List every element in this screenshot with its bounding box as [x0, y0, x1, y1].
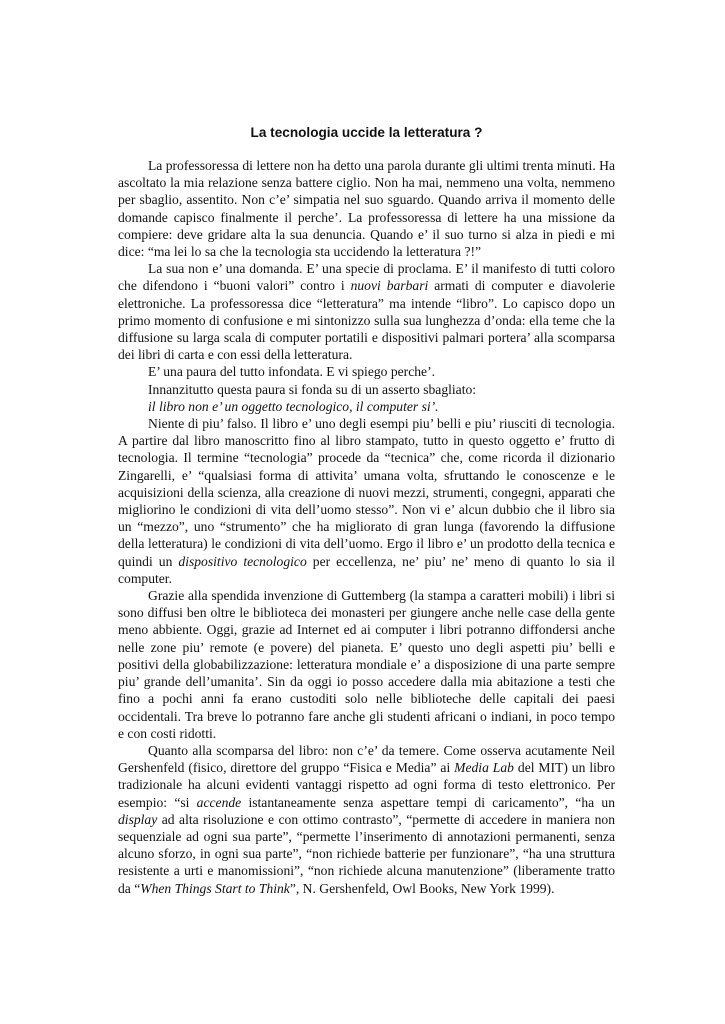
paragraph-5 [118, 398, 615, 415]
paragraph-8-text-c: istantaneamente senza aspettare tempi di caricamento”, “ha un [241, 794, 616, 810]
paragraph-3: E’ una paura del tutto infondata. E vi spiego perche’. [148, 364, 436, 380]
paragraph-8-book-title: When Things Start to Think [140, 880, 290, 896]
document-page [118, 124, 615, 897]
paragraph-6-emphasis: dispositivo tecnologico [178, 553, 307, 569]
paragraph-6-text-a: Niente di piu’ falso. Il libro e’ uno degli esempi piu’ belli e piu’ riusciti di tecnologia. A partire dal libro manoscritto fino al libro stampato, tutto in questo oggetto e’ frutto di tecnologia. Il termine “tecnologia” procede da “tecnica” che, come ricorda il dizionario Zingarelli, e’ “qualsiasi forma di attivita’ umana volta, sfruttando le conoscenze e le acquisizioni della scienza, alla creazione di nuovi mezzi, strumenti, congegni, apparati che migliorino le condizioni di vita dell’uomo stesso”. Non vi e’ alcun dubbio che il libro sia un “mezzo”, uno “strumento” che ha migliorato di gran lunga (favorendo la diffusione della letteratura) le condizioni di vita dell’uomo. Ergo il libro e’ un prodotto della tecnica e quindi un [118, 416, 615, 569]
paragraph-8-text-a: Quanto alla scomparsa del libro: non c’e’ da temere. Come osserva acutamente Neil Gershenfeld (fisico, direttore del gruppo “Fisica e Media” ai [118, 742, 615, 776]
paragraph-2-text-a: La sua non e’ una domanda. E’ una specie di proclama. E’ il manifesto di tutti coloro che difendono i “buoni valori” contro i [118, 261, 615, 294]
paragraph-4: Innanzitutto questa paura si fonda su di un asserto sbagliato: [148, 381, 477, 397]
paragraph-8-text-d: ad alta risoluzione e con ottimo contrasto”, “permette di accedere in maniera non sequenziale ad ogni sua parte”, “permette l’inserimento di annotazioni permanenti, senza alcuno sforzo, in ogni sua parte”, “non richiede batterie per funzionare”, “ha una struttura resistente a urti e manomissioni”, “non richiede alcuna manutenzione” (liberamente tratto da “ [118, 811, 615, 896]
paragraph-8-emphasis-display: display [118, 811, 158, 827]
paragraph-1: La professoressa di lettere non ha detto una parola durante gli ultimi trenta minuti. Ha ascoltato la mia relazione senza battere ciglio. Non ha mai, nemmeno una volta, nemmeno per sbaglio, assentito. Non c’e’ simpatia nel suo sguardo. Quando arriva il momento delle domande capisco finalmente il perche’. La professoressa di lettere ha una missione da compiere: deve gridare alta la sua denuncia. Quando e’ il suo turno si alza in piedi e mi dice: “ma lei lo sa che la tecnologia sta uccidendo la letteratura ?!” [118, 158, 615, 260]
paragraph-8-emphasis-media-lab: Media Lab [454, 760, 514, 776]
paragraph-5-emphasis: il libro non e’ un oggetto tecnologico, il computer si’. [148, 398, 439, 414]
paragraph-8 [118, 742, 615, 897]
paragraph-2-text-b: armati di computer e diavolerie elettroniche. La professoressa dice “letteratura” ma intende “libro”. Lo capisco dopo un primo momento di confusione e mi sintonizzo sulla sua lunghezza d’onda: ella teme che la diffusione su larga scala di computer portatili e dispositivi palmari portera’ alla scomparsa dei libri di carta e con essi della letteratura. [118, 278, 615, 363]
paragraph-7: Grazie alla spendida invenzione di Guttemberg (la stampa a caratteri mobili) i libri si sono diffusi ben oltre le biblioteca dei monasteri per giungere anche nelle case della gente meno abbiente. Oggi, grazie ad Internet ed ai computer i libri potranno diffondersi anche nelle zone piu’ remote (e povere) del pianeta. E’ questo uno degli aspetti piu’ belli e positivi della globabilizzazione: letteratura mondiale e’ a disposizione di una parte sempre piu’ grande dell’umanita’. Sin da oggi io posso accedere dalla mia abitazione a testi che fino a pochi anni fa erano custoditi solo nelle biblioteche delle capitali dei paesi occidentali. Tra breve lo potranno fare anche gli studenti africani o indiani, in poco tempo e con costi ridotti. [118, 588, 615, 741]
paragraph-6-text-b: per eccellenza, ne’ piu’ ne’ meno di quanto lo sia il computer. [118, 553, 615, 586]
paragraph-6 [118, 415, 615, 587]
paragraph-2-emphasis: nuovi barbari [350, 278, 429, 294]
paragraph-8-emphasis-accende: accende [196, 794, 242, 810]
paragraph-8-text-b: del MIT) un libro tradizionale ha alcuni evidenti vantaggi rispetto ad ogni forma di testo elettronico. Per esempio: “si [118, 760, 615, 810]
page-title: La tecnologia uccide la letteratura ? [250, 125, 483, 140]
paragraph-8-text-e: ”, N. Gershenfeld, Owl Books, New York 1999). [289, 880, 555, 896]
paragraph-2 [118, 260, 615, 363]
